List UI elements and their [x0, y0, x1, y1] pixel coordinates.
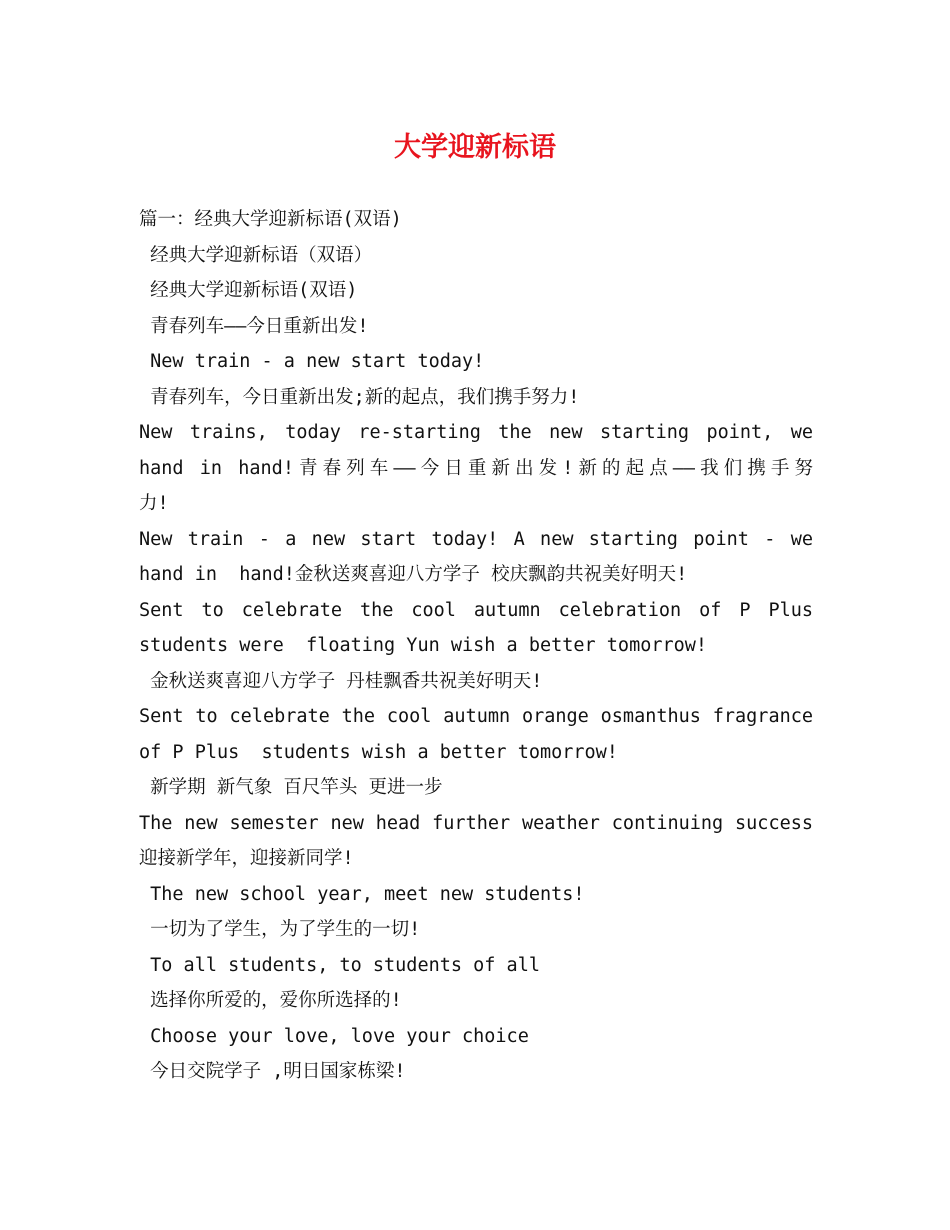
text-line: hand in hand!青春列车——今日重新出发!新的起点——我们携手努 — [139, 457, 813, 479]
text-line: The new semester new head further weather continuing success — [139, 812, 813, 834]
document-title: 大学迎新标语 — [394, 132, 556, 163]
text-line: 经典大学迎新标语（双语） — [139, 244, 373, 266]
text-line: To all students, to students of all — [139, 954, 540, 976]
text-line: 青春列车——今日重新出发! — [139, 315, 369, 337]
text-line: 经典大学迎新标语(双语) — [139, 280, 358, 301]
text-line: 力! — [139, 493, 169, 514]
text-line: students were floating Yun wish a better tomorrow! — [139, 635, 708, 656]
text-line: 今日交院学子 ,明日国家栋梁! — [139, 1061, 406, 1082]
text-line: 选择你所爱的，爱你所选择的! — [139, 990, 402, 1011]
text-line: hand in hand!金秋送爽喜迎八方学子 校庆飘韵共祝美好明天! — [139, 564, 688, 585]
text-line: of P Plus students wish a better tomorrow! — [139, 741, 618, 763]
text-line: 篇一：经典大学迎新标语(双语) — [139, 209, 402, 230]
text-line: The new school year, meet new students! — [139, 883, 585, 905]
document-body — [139, 202, 813, 1090]
text-line: New train - a new start today! A new starting point - we — [139, 528, 813, 550]
text-line: 金秋送爽喜迎八方学子 丹桂飘香共祝美好明天! — [139, 670, 543, 692]
text-line: New train - a new start today! — [139, 351, 485, 372]
text-line: 新学期 新气象 百尺竿头 更进一步 — [139, 777, 443, 798]
text-line: New trains, today re-starting the new starting point, we — [139, 422, 813, 443]
text-line: Sent to celebrate the cool autumn orange osmanthus fragrance — [139, 706, 813, 727]
text-line: Sent to celebrate the cool autumn celebration of P Plus — [139, 599, 813, 621]
text-line: 一切为了学生，为了学生的一切! — [139, 919, 421, 940]
text-line: Choose your love, love your choice — [139, 1025, 529, 1047]
text-line: 迎接新学年，迎接新同学! — [139, 848, 354, 869]
text-line: 青春列车，今日重新出发;新的起点，我们携手努力! — [139, 386, 580, 408]
